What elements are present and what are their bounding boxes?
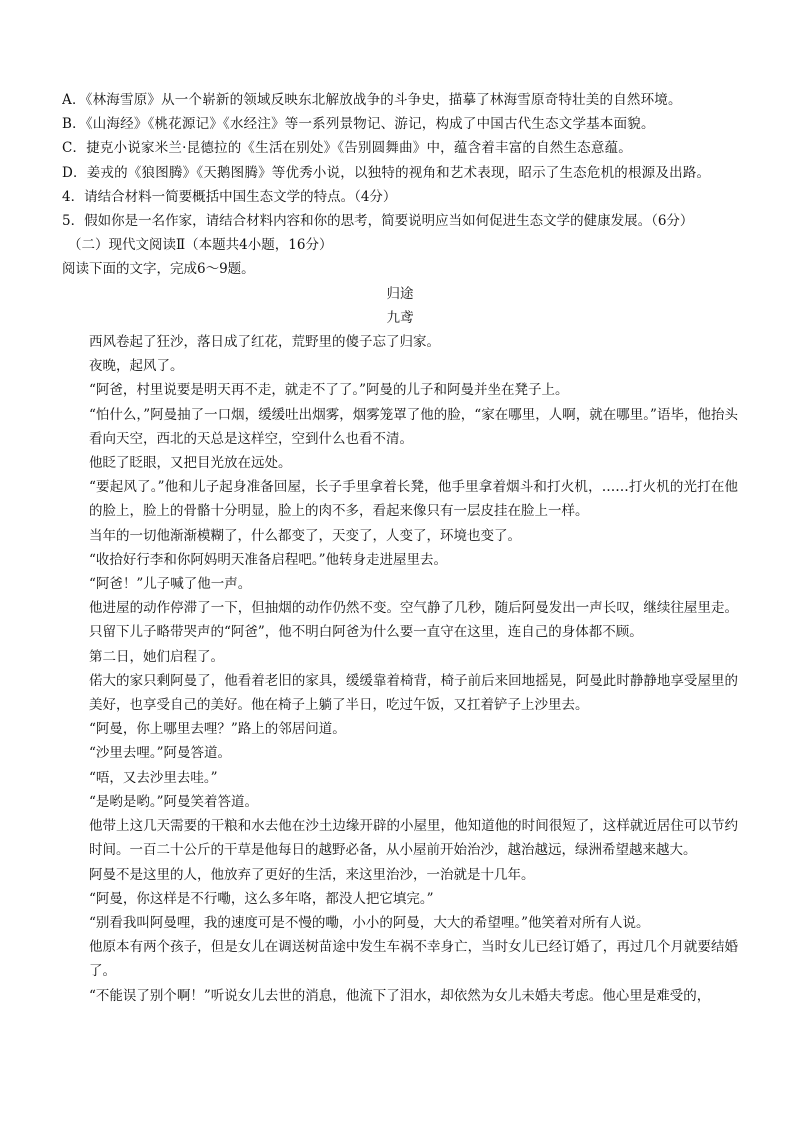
story-paragraph: “要起风了。”他和儿子起身准备回屋，长子手里拿着长凳，他手里拿着烟斗和打火机，……打火机的光打在他的脸上，脸上的骨骼十分明显，脸上的肉不多，看起来像只有一层皮挂在脸上一样。 [89, 479, 738, 520]
option-a: A．《林海雪原》从一个崭新的领域反映东北解放战争的斗争史，描摹了林海雪原奇特壮美的自然环境。 [62, 92, 682, 108]
section-heading: （二）现代文阅读Ⅱ（本题共4小题，16分） [68, 237, 333, 254]
story-paragraph: “怕什么，”阿曼抽了一口烟，缓缓吐出烟雾，烟雾笼罩了他的脸，“家在哪里，人啊，就在哪里。”语毕，他抬头看向天空，西北的天总是这样空，空到什么也看不清。 [89, 406, 738, 447]
story-paragraph: 他进屋的动作停滞了一下，但抽烟的动作仍然不变。空气静了几秒，随后阿曼发出一声长叹，继续往屋里走。只留下儿子略带哭声的“阿爸”，他不明白阿爸为什么要一直守在这里，连自己的身体都不顾。 [89, 600, 738, 641]
story-paragraph: “阿曼，你上哪里去哩？”路上的邻居问道。 [89, 721, 346, 738]
story-author: 九鸢 [386, 309, 414, 326]
story-paragraph: “收拾好行李和你阿妈明天准备启程吧。”他转身走进屋里去。 [89, 551, 448, 568]
option-c: C．捷克小说家米兰·昆德拉的《生活在别处》《告别圆舞曲》中，蕴含着丰富的自然生态意蕴。 [62, 140, 632, 157]
option-b: B．《山海经》《桃花源记》《水经注》等一系列景物记、游记，构成了中国古代生态文学基本面貌。 [62, 116, 655, 133]
story-paragraph: “阿爸，村里说要是明天再不走，就走不了了。”阿曼的儿子和阿曼并坐在凳子上。 [89, 382, 569, 399]
story-paragraph: “是哟是哟。”阿曼笑着答道。 [89, 793, 259, 810]
section-instruction: 阅读下面的文字，完成6～9题。 [62, 261, 255, 278]
story-paragraph: “不能误了别个啊！”听说女儿去世的消息，他流下了泪水，却依然为女儿未婚夫考虑。他心里是难受的， [89, 987, 711, 1004]
story-paragraph: “别看我叫阿曼哩，我的速度可是不慢的嘞，小小的阿曼，大大的希望哩。”他笑着对所有人说。 [89, 914, 650, 931]
option-d: D．姜戎的《狼图腾》《天鹅图腾》等优秀小说，以独特的视角和艺术表现，昭示了生态危机的根源及出路。 [62, 164, 711, 181]
story-paragraph: “阿爸！”儿子喊了他一声。 [89, 576, 252, 593]
story-paragraph: 偌大的家只剩阿曼了，他看着老旧的家具，缓缓靠着椅背，椅子前后来回地摇晃，阿曼此时静静地享受屋里的美好，也享受自己的美好。他在椅子上躺了半日，吃过午饭，又扛着铲子上沙里去。 [89, 672, 738, 714]
story-paragraph: 他原本有两个孩子，但是女儿在调送树苗途中发生车祸不幸身亡，当时女儿已经订婚了，再过几个月就要结婚了。 [89, 939, 738, 980]
document-page [62, 88, 738, 1008]
question-5: 5．假如你是一名作家，请结合材料内容和你的思考，简要说明应当如何促进生态文学的健康发展。（6分） [62, 213, 694, 230]
story-paragraph: 夜晚，起风了。 [89, 358, 184, 375]
story-title: 归途 [386, 285, 414, 302]
story-paragraph: “唔，又去沙里去哇。” [89, 769, 218, 786]
question-4: 4．请结合材料一简要概括中国生态文学的特点。（4分） [62, 188, 397, 205]
story-paragraph: “阿曼，你这样是不行嘞，这么多年咯，都没人把它填完。” [89, 890, 434, 907]
story-paragraph: 他眨了眨眼，又把目光放在远处。 [89, 455, 292, 472]
story-paragraph: 第二日，她们启程了。 [89, 648, 224, 665]
story-paragraph: “沙里去哩。”阿曼答道。 [89, 745, 232, 762]
story-paragraph: 阿曼不是这里的人，他放弃了更好的生活，来这里治沙，一治就是十几年。 [89, 866, 535, 883]
story-paragraph: 当年的一切他渐渐模糊了，什么都变了，天变了，人变了，环境也变了。 [89, 527, 521, 544]
story-paragraph: 西风卷起了狂沙，落日成了红花，荒野里的傻子忘了归家。 [89, 334, 440, 351]
story-paragraph: 他带上这几天需要的干粮和水去他在沙土边缘开辟的小屋里，他知道他的时间很短了，这样就近居住可以节约时间。一百二十公斤的干草是他每日的越野必备，从小屋前开始治沙，越治越远，绿洲希望越来越大。 [89, 818, 738, 859]
